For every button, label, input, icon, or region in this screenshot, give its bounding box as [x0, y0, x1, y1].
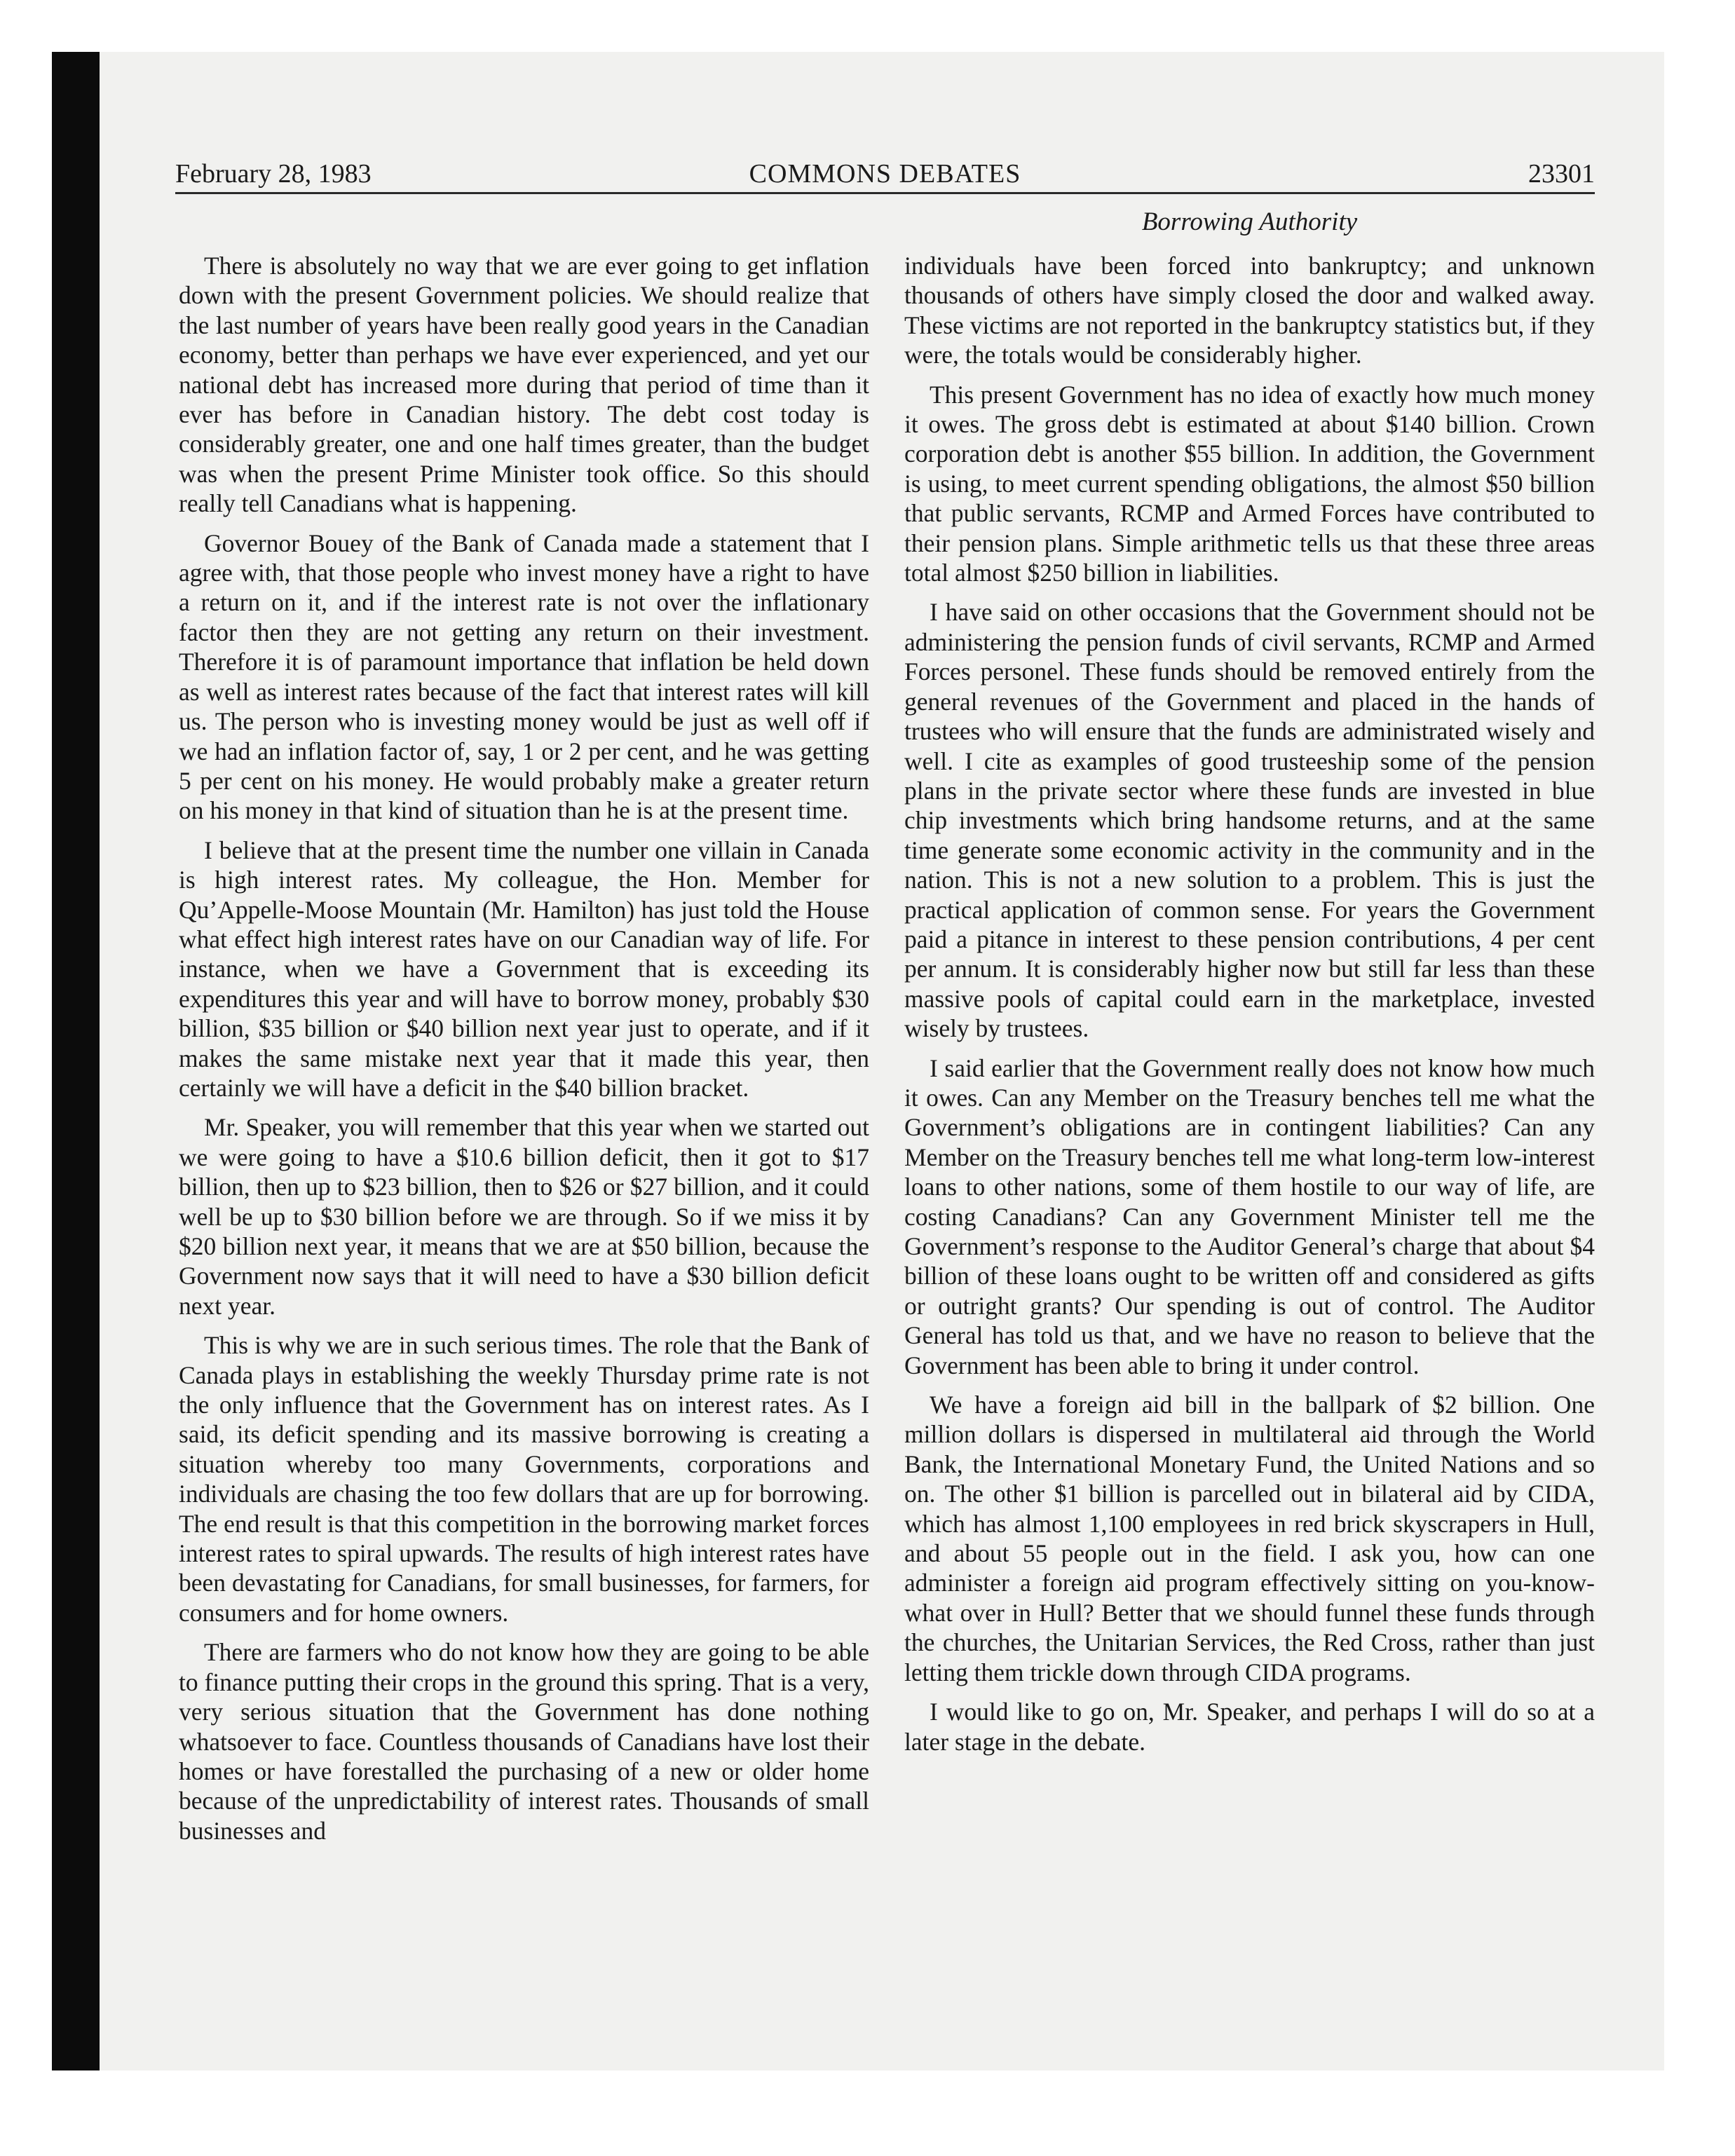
running-head: Borrowing Authority: [1141, 207, 1358, 236]
paragraph: Governor Bouey of the Bank of Canada made a statement that I agree with, that those people who invest money have a right to have a return on it, and if the interest rate is not over the inflationary factor then they are not getting any return on their investment. Therefore it is of paramount importance that inflation be held down as well as interest rates because of the fact that interest rates will kill us. The person who is investing money would be just as well off if we had an inflation factor of, say, 1 or 2 per cent, and he was getting 5 per cent on his money. He would probably make a greater return on his money in that kind of situation than he is at the present time.: [179, 528, 869, 825]
paragraph: Mr. Speaker, you will remember that this year when we started out we were going to have a $10.6 billion deficit, then it got to $17 billion, then up to $23 billion, then to $26 or $27 billion, and it could well be up to $30 billion before we are through. So if we miss it by $20 billion next year, it means that we are at $50 billion, because the Government now says that it will need to have a $30 billion deficit next year.: [179, 1113, 869, 1320]
paragraph: There are farmers who do not know how they are going to be able to finance putting their crops in the ground this spring. That is a very, very serious situation that the Government has done nothing whatsoever to face. Countless thousands of Canadians have lost their homes or have forestalled the purchasing of a new or older home because of the unpredictability of interest rates. Thousands of small businesses and: [179, 1638, 869, 1845]
binding-shadow: [52, 52, 100, 2070]
paragraph: I have said on other occasions that the Government should not be administering the pension funds of civil servants, RCMP and Armed Forces personel. These funds should be removed entirely from the general revenues of the Government and placed in the hands of trustees who will ensure that the funds are administrated wisely and well. I cite as examples of good trusteeship some of the pension plans in the private sector where these funds are invested in blue chip investments which bring handsome returns, and at the same time generate some economic activity in the community and in the nation. This is not a new solution to a problem. This is just the practical application of common sense. For years the Government paid a pitance in interest to these pension contributions, 4 per cent per annum. It is considerably higher now but still far less than these massive pools of capital could earn in the marketplace, invested wisely by trustees.: [904, 598, 1595, 1043]
header-date: February 28, 1983: [175, 159, 372, 189]
paragraph: I said earlier that the Government really does not know how much it owes. Can any Member on the Treasury benches tell me what the Government’s obligations are in contingent liabilities? Can any Member on the Treasury benches tell me what long-term low-interest loans to other nations, some of them hostile to our way of life, are costing Canadians? Can any Government Minister tell me the Government’s response to the Auditor General’s charge that about $4 billion of these loans ought to be written off and considered as gifts or outright grants? Our spending is out of control. The Auditor General has told us that, and we have no reason to believe that the Government has been able to bring it under control.: [904, 1053, 1595, 1379]
paragraph: There is absolutely no way that we are ever going to get inflation down with the present Government policies. We should realize that the last number of years have been really good years in the Canadian economy, better than perhaps we have ever experienced, and yet our national debt has increased more during that period of time than it ever has before in Canadian history. The debt cost today is considerably greater, one and one half times greater, than the budget was when the present Prime Minister took office. So this should really tell Canadians what is happening.: [179, 252, 869, 518]
paragraph: I would like to go on, Mr. Speaker, and perhaps I will do so at a later stage in the debate.: [904, 1698, 1595, 1756]
paragraph: I believe that at the present time the number one villain in Canada is high interest rates. My colleague, the Hon. Member for Qu’Appelle-Moose Mountain (Mr. Hamilton) has just told the House what effect high interest rates have on our Canadian way of life. For instance, when we have a Government that is exceeding its expenditures this year and will have to borrow money, probably $30 billion, $35 billion or $40 billion next year just to operate, and if it makes the same mistake next year that it made this year, then certainly we will have a deficit in the $40 billion bracket.: [179, 835, 869, 1102]
page-header: [175, 156, 1595, 194]
left-column: [179, 251, 869, 1845]
paragraph: This is why we are in such serious times. The role that the Bank of Canada plays in establishing the weekly Thursday prime rate is not the only influence that the Government has on interest rates. As I said, its deficit spending and its massive borrowing is creating a situation whereby too many Governments, corporations and individuals are chasing the too few dollars that are up for borrowing. The end result is that this competition in the borrowing market forces interest rates to spiral upwards. The results of high interest rates have been devastating for Canadians, for small businesses, for farmers, for consumers and for home owners.: [179, 1331, 869, 1627]
right-column: [904, 251, 1595, 1756]
paragraph: We have a foreign aid bill in the ballpark of $2 billion. One million dollars is dispersed in multilateral aid through the World Bank, the International Monetary Fund, the United Nations and so on. The other $1 billion is parcelled out in bilateral aid by CIDA, which has almost 1,100 employees in red brick skyscrapers in Hull, and about 55 people out in the field. I ask you, how can one administer a foreign aid program effectively sitting on you-know-what over in Hull? Better that we should funnel these funds through the churches, the Unitarian Services, the Red Cross, rather than just letting them trickle down through CIDA programs.: [904, 1391, 1595, 1686]
paragraph: individuals have been forced into bankruptcy; and unknown thousands of others have simply closed the door and walked away. These victims are not reported in the bankruptcy statistics but, if they were, the totals would be considerably higher.: [904, 252, 1595, 369]
header-publication: COMMONS DEBATES: [749, 159, 1021, 189]
paragraph: This present Government has no idea of exactly how much money it owes. The gross debt is estimated at about $140 billion. Crown corporation debt is another $55 billion. In addition, the Government is using, to meet current spending obligations, the almost $50 billion that public servants, RCMP and Armed Forces have contributed to their pension plans. Simple arithmetic tells us that these three areas total almost $250 billion in liabilities.: [904, 380, 1595, 587]
header-page-number: 23301: [1528, 159, 1595, 189]
